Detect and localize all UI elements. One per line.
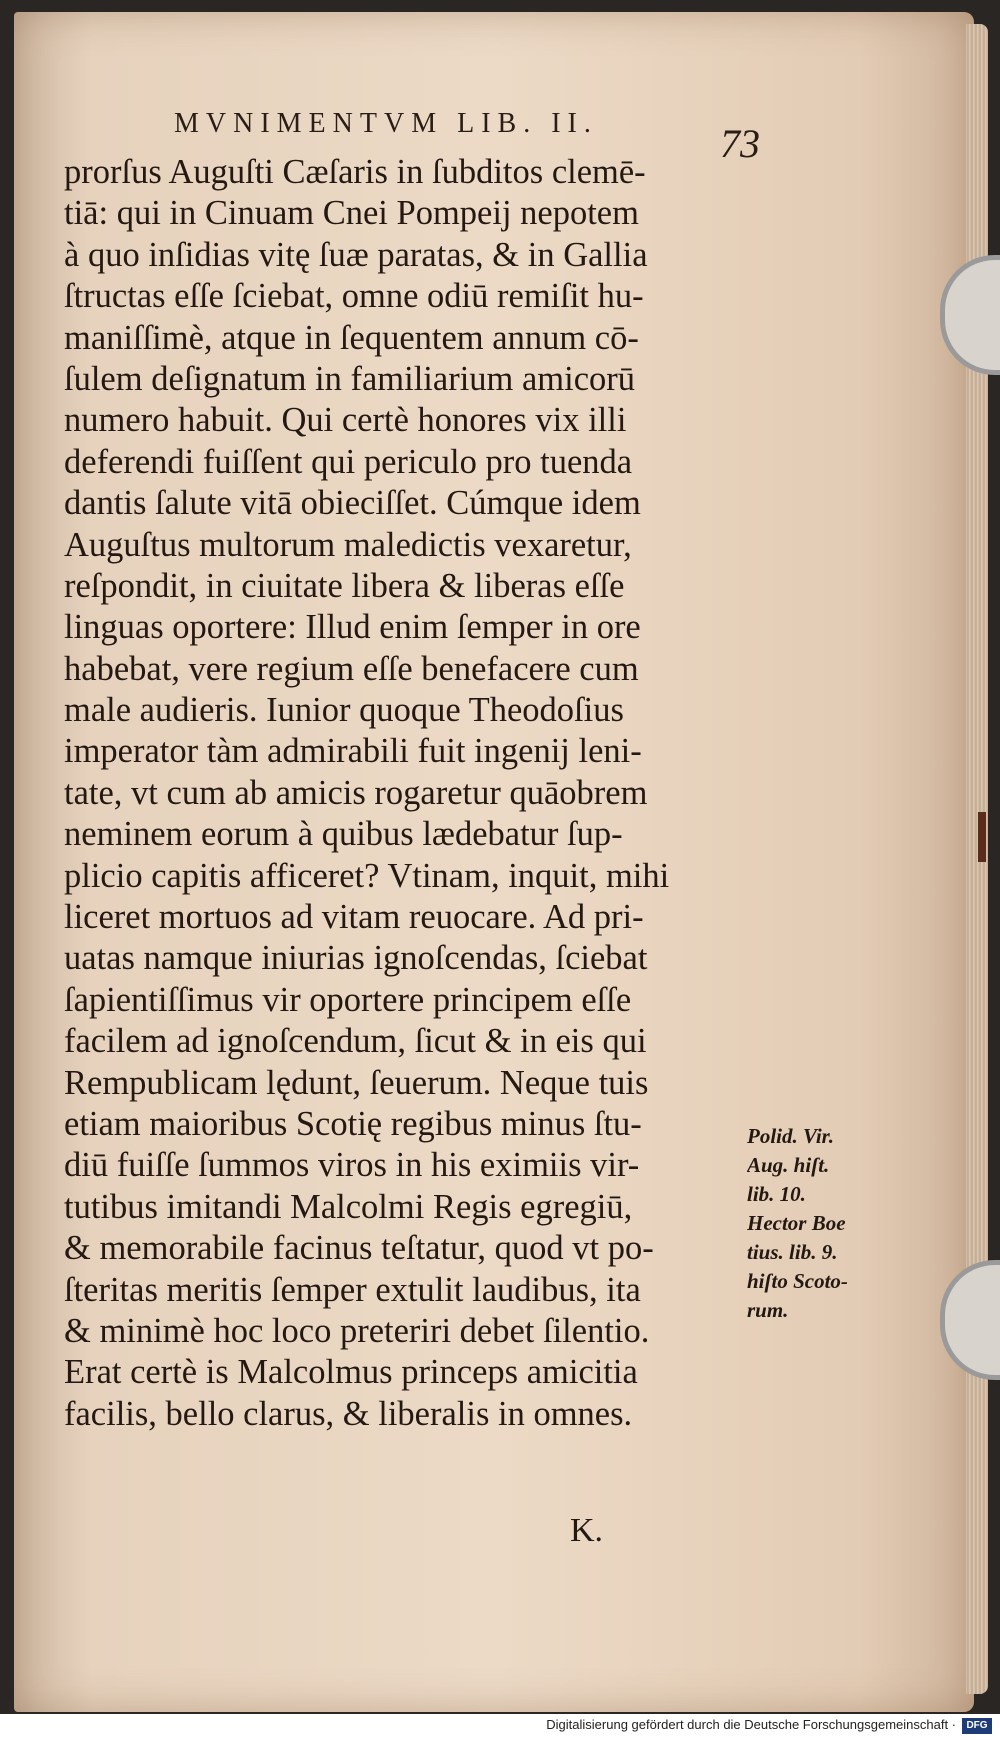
text-line: deferendi fuiſſent qui periculo pro tuenda bbox=[64, 442, 633, 481]
text-line: à quo inſidias vitę ſuæ paratas, & in Gallia bbox=[64, 235, 648, 274]
margin-note-line: lib. 10. bbox=[747, 1182, 806, 1206]
text-line: neminem eorum à quibus lædebatur ſup- bbox=[64, 815, 623, 854]
text-line: ſulem deſignatum in familiarium amicorū bbox=[64, 359, 636, 398]
text-line: facilem ad ignoſcendum, ſicut & in eis qui bbox=[64, 1022, 647, 1061]
text-line: ſtructas eſſe ſciebat, omne odiū remiſit hu- bbox=[64, 277, 644, 316]
margin-note-line: tius. lib. 9. bbox=[747, 1240, 838, 1264]
text-line: ſteritas meritis ſemper extulit laudibus, ita bbox=[64, 1270, 641, 1309]
text-line: ſapientiſſimus vir oportere principem eſſe bbox=[64, 980, 632, 1019]
text-line: & memorabile facinus teſtatur, quod vt po- bbox=[64, 1229, 654, 1268]
text-line: linguas oportere: Illud enim ſemper in ore bbox=[64, 608, 641, 647]
text-line: etiam maioribus Scotię regibus minus ſtu- bbox=[64, 1104, 642, 1143]
text-line: male audieris. Iunior quoque Theodoſius bbox=[64, 691, 624, 730]
text-line: Auguſtus multorum maledictis vexaretur, bbox=[64, 525, 632, 564]
text-line: Erat certè is Malcolmus princeps amicitia bbox=[64, 1353, 638, 1392]
text-line: dantis ſalute vitā obieciſſet. Cúmque idem bbox=[64, 484, 641, 523]
text-line: reſpondit, in ciuitate libera & liberas eſſe bbox=[64, 566, 625, 605]
text-line: uatas namque iniurias ignoſcendas, ſciebat bbox=[64, 939, 648, 978]
text-line: plicio capitis afficeret? Vtinam, inquit, mihi bbox=[64, 856, 670, 895]
page-number: 73 bbox=[720, 121, 760, 166]
text-line: liceret mortuos ad vitam reuocare. Ad pri- bbox=[64, 898, 644, 937]
text-line: & minimè hoc loco preteriri debet ſilentio. bbox=[64, 1311, 650, 1350]
margin-note-line: Aug. hiſt. bbox=[747, 1153, 830, 1177]
text-line: tutibus imitandi Malcolmi Regis egregiū, bbox=[64, 1187, 633, 1226]
text-line: diū fuiſſe ſummos viros in his eximiis vir- bbox=[64, 1146, 640, 1185]
margin-note-line: Polid. Vir. bbox=[747, 1124, 834, 1148]
text-line: facilis, bello clarus, & liberalis in omnes. bbox=[64, 1394, 633, 1433]
margin-note-line: hiſto Scoto- bbox=[747, 1269, 848, 1293]
text-line: habebat, vere regium eſſe benefacere cum bbox=[64, 649, 639, 688]
margin-note-line: Hector Boe bbox=[747, 1211, 846, 1235]
text-line: maniſſimè, atque in ſequentem annum cō- bbox=[64, 318, 639, 357]
bookmark-tab bbox=[978, 812, 986, 862]
footer-credit: Digitalisierung gefördert durch die Deutsche Forschungsgemeinschaft · bbox=[546, 1717, 956, 1732]
dfg-logo: DFG bbox=[962, 1718, 992, 1734]
text-line: Rempublicam lędunt, ſeuerum. Neque tuis bbox=[64, 1063, 649, 1102]
catchword: K. bbox=[570, 1512, 604, 1549]
running-head: MVNIMENTVM LIB. II. bbox=[174, 108, 598, 139]
text-line: tate, vt cum ab amicis rogaretur quāobrem bbox=[64, 773, 648, 812]
text-line: prorſus Auguſti Cæſaris in ſubditos clemē- bbox=[64, 153, 646, 191]
book-page bbox=[14, 12, 974, 1712]
text-line: numero habuit. Qui certè honores vix illi bbox=[64, 401, 627, 440]
text-line: tiā: qui in Cinuam Cnei Pompeij nepotem bbox=[64, 194, 639, 233]
margin-note-line: rum. bbox=[747, 1298, 789, 1322]
text-line: imperator tàm admirabili fuit ingenij leni- bbox=[64, 732, 642, 771]
footer-bar bbox=[0, 1714, 1000, 1740]
body-text bbox=[64, 152, 764, 1435]
margin-notes bbox=[747, 1122, 895, 1325]
